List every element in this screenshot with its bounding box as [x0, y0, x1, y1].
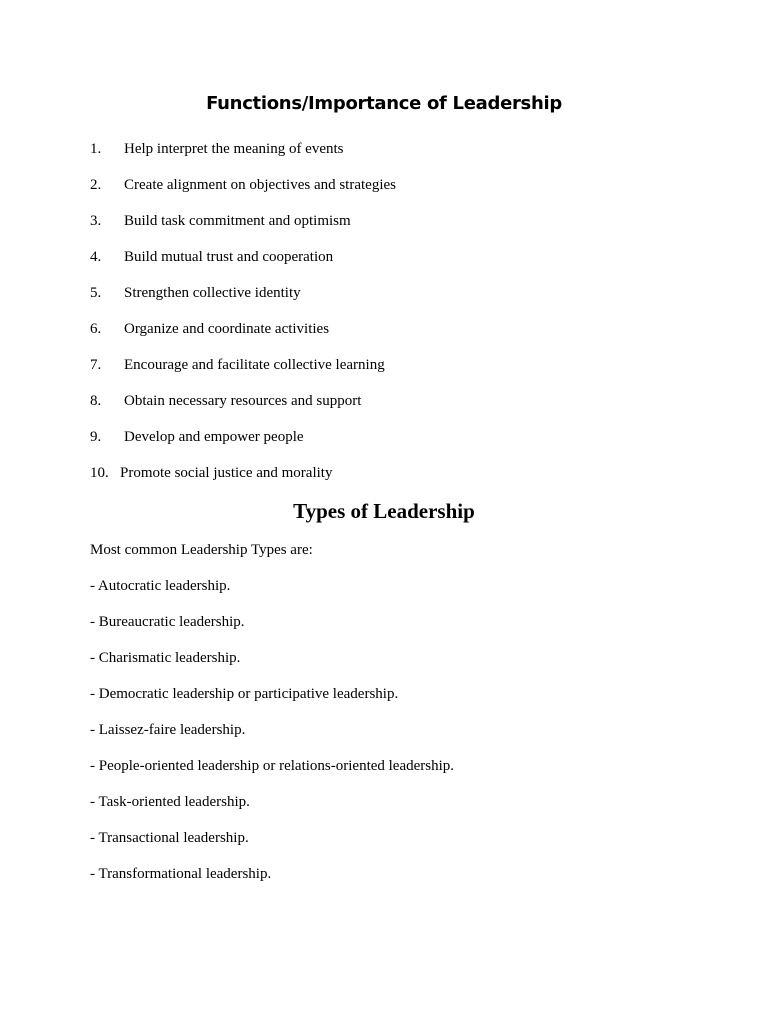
item-number: 1.	[90, 141, 102, 157]
list-item	[90, 140, 396, 176]
list-item	[90, 428, 396, 464]
functions-list	[90, 140, 396, 500]
item-text: Help interpret the meaning of events	[124, 141, 344, 157]
list-item	[90, 212, 396, 248]
types-list	[90, 577, 454, 901]
item-text: Encourage and facilitate collective learning	[124, 357, 385, 373]
item-number: 6.	[90, 321, 102, 337]
item-text: Promote social justice and morality	[120, 465, 333, 481]
item-number: 10.	[90, 465, 109, 481]
list-item	[90, 284, 396, 320]
item-text: Organize and coordinate activities	[124, 321, 330, 337]
types-intro: Most common Leadership Types are:	[90, 542, 313, 558]
item-number: 7.	[90, 357, 102, 373]
item-number: 9.	[90, 429, 102, 445]
list-item	[90, 248, 396, 284]
list-item: - Autocratic leadership.	[90, 578, 231, 594]
list-item: - Democratic leadership or participative leadership.	[90, 686, 399, 702]
item-text: Create alignment on objectives and strategies	[124, 177, 396, 193]
section-title-types: Types of Leadership	[293, 499, 475, 523]
list-item	[90, 392, 396, 428]
list-item: - People-oriented leadership or relations-oriented leadership.	[90, 758, 455, 774]
item-number: 3.	[90, 213, 102, 229]
item-number: 8.	[90, 393, 102, 409]
list-item: - Charismatic leadership.	[90, 650, 241, 666]
item-text: Build mutual trust and cooperation	[124, 249, 334, 265]
item-number: 2.	[90, 177, 102, 193]
list-item: - Transformational leadership.	[90, 866, 272, 882]
item-text: Strengthen collective identity	[124, 285, 301, 301]
list-item	[90, 356, 396, 392]
item-number: 4.	[90, 249, 102, 265]
list-item	[90, 176, 396, 212]
section-title-functions: Functions/Importance of Leadership	[206, 93, 562, 114]
list-item: - Transactional leadership.	[90, 830, 249, 846]
item-text: Develop and empower people	[124, 429, 304, 445]
list-item	[90, 464, 396, 500]
list-item: - Bureaucratic leadership.	[90, 614, 245, 630]
list-item: - Laissez-faire leadership.	[90, 722, 246, 738]
item-number: 5.	[90, 285, 102, 301]
list-item	[90, 320, 396, 356]
list-item: - Task-oriented leadership.	[90, 794, 250, 810]
item-text: Obtain necessary resources and support	[124, 393, 362, 409]
item-text: Build task commitment and optimism	[124, 213, 351, 229]
